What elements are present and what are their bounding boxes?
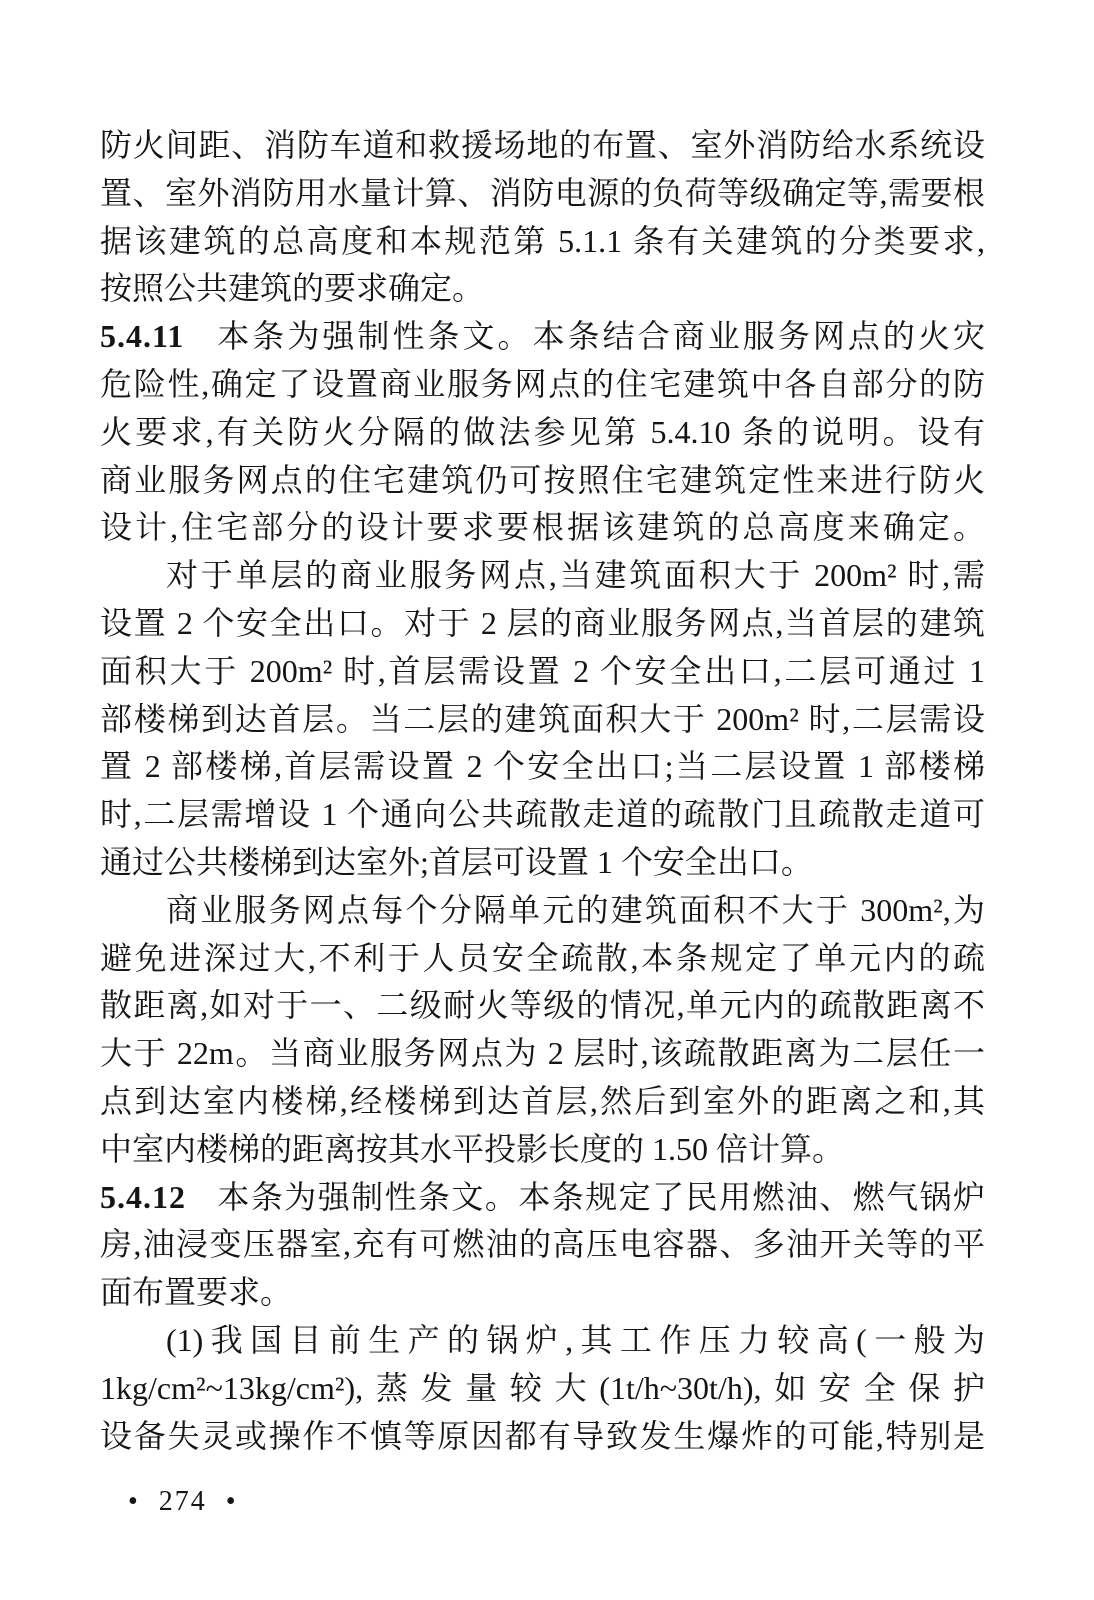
text-line: 点到达室内楼梯,经楼梯到达首层,然后到室外的距离之和,其 bbox=[100, 1082, 985, 1119]
text-line: 大于 22m。当商业服务网点为 2 层时,该疏散距离为二层任一 bbox=[100, 1035, 985, 1072]
section-heading-line-5-4-11 bbox=[100, 313, 985, 361]
paragraph-start-line: 商业服务网点每个分隔单元的建筑面积不大于 300m²,为 bbox=[166, 891, 985, 928]
text-line: 火要求,有关防火分隔的做法参见第 5.4.10 条的说明。设有 bbox=[100, 413, 985, 450]
text-line: 防火间距、消防车道和救援场地的布置、室外消防给水系统设 bbox=[100, 127, 985, 163]
paragraph-start-line: (1)我国目前生产的锅炉,其工作压力较高(一般为 bbox=[166, 1321, 985, 1358]
text-line: 置、室外消防用水量计算、消防电源的负荷等级确定等,需要根 bbox=[100, 174, 985, 211]
text-line: 时,二层需增设 1 个通向公共疏散走道的疏散门且疏散走道可 bbox=[100, 796, 985, 833]
body-text bbox=[100, 122, 985, 1460]
section-heading-line-5-4-12 bbox=[100, 1174, 985, 1222]
text-line: 据该建筑的总高度和本规范第 5.1.1 条有关建筑的分类要求, bbox=[100, 222, 985, 259]
text-line: 散距离,如对于一、二级耐火等级的情况,单元内的疏散距离不 bbox=[100, 987, 985, 1024]
paragraph-end-line: 面布置要求。 bbox=[100, 1274, 293, 1311]
text-line: 面积大于 200m² 时,首层需设置 2 个安全出口,二层可通过 1 bbox=[100, 652, 985, 689]
section-number: 5.4.12 bbox=[100, 1178, 186, 1215]
text-line: 1kg/cm²~13kg/cm²),蒸发量较大(1t/h~30t/h),如安全保护 bbox=[100, 1369, 985, 1406]
text-line: 危险性,确定了设置商业服务网点的住宅建筑中各自部分的防 bbox=[100, 365, 985, 402]
text-line: 避免进深过大,不利于人员安全疏散,本条规定了单元内的疏 bbox=[100, 939, 985, 976]
section-text: 本条为强制性条文。本条规定了民用燃油、燃气锅炉 bbox=[216, 1178, 985, 1215]
text-line: 设置 2 个安全出口。对于 2 层的商业服务网点,当首层的建筑 bbox=[100, 604, 985, 641]
paragraph-start-line: 对于单层的商业服务网点,当建筑面积大于 200m² 时,需 bbox=[166, 557, 985, 594]
text-line: 置 2 部楼梯,首层需设置 2 个安全出口;当二层设置 1 部楼梯 bbox=[100, 748, 985, 785]
paragraph-end-line: 设计,住宅部分的设计要求要根据该建筑的总高度来确定。 bbox=[100, 509, 985, 546]
paragraph-end-line: 按照公共建筑的要求确定。 bbox=[100, 270, 485, 307]
text-line: 商业服务网点的住宅建筑仍可按照住宅建筑定性来进行防火 bbox=[100, 461, 985, 498]
section-text: 本条为强制性条文。本条结合商业服务网点的火灾 bbox=[214, 318, 985, 355]
text-line: 部楼梯到达首层。当二层的建筑面积大于 200m² 时,二层需设 bbox=[100, 700, 985, 737]
text-line: 房,油浸变压器室,充有可燃油的高压电容器、多油开关等的平 bbox=[100, 1226, 985, 1263]
paragraph-end-line: 中室内楼梯的距离按其水平投影长度的 1.50 倍计算。 bbox=[100, 1130, 845, 1167]
section-number: 5.4.11 bbox=[100, 318, 185, 355]
page-number: • 274 • bbox=[128, 1486, 238, 1517]
text-line: 设备失灵或操作不慎等原因都有导致发生爆炸的可能,特别是 bbox=[100, 1417, 985, 1454]
paragraph-end-line: 通过公共楼梯到达室外;首层可设置 1 个安全出口。 bbox=[100, 843, 813, 880]
